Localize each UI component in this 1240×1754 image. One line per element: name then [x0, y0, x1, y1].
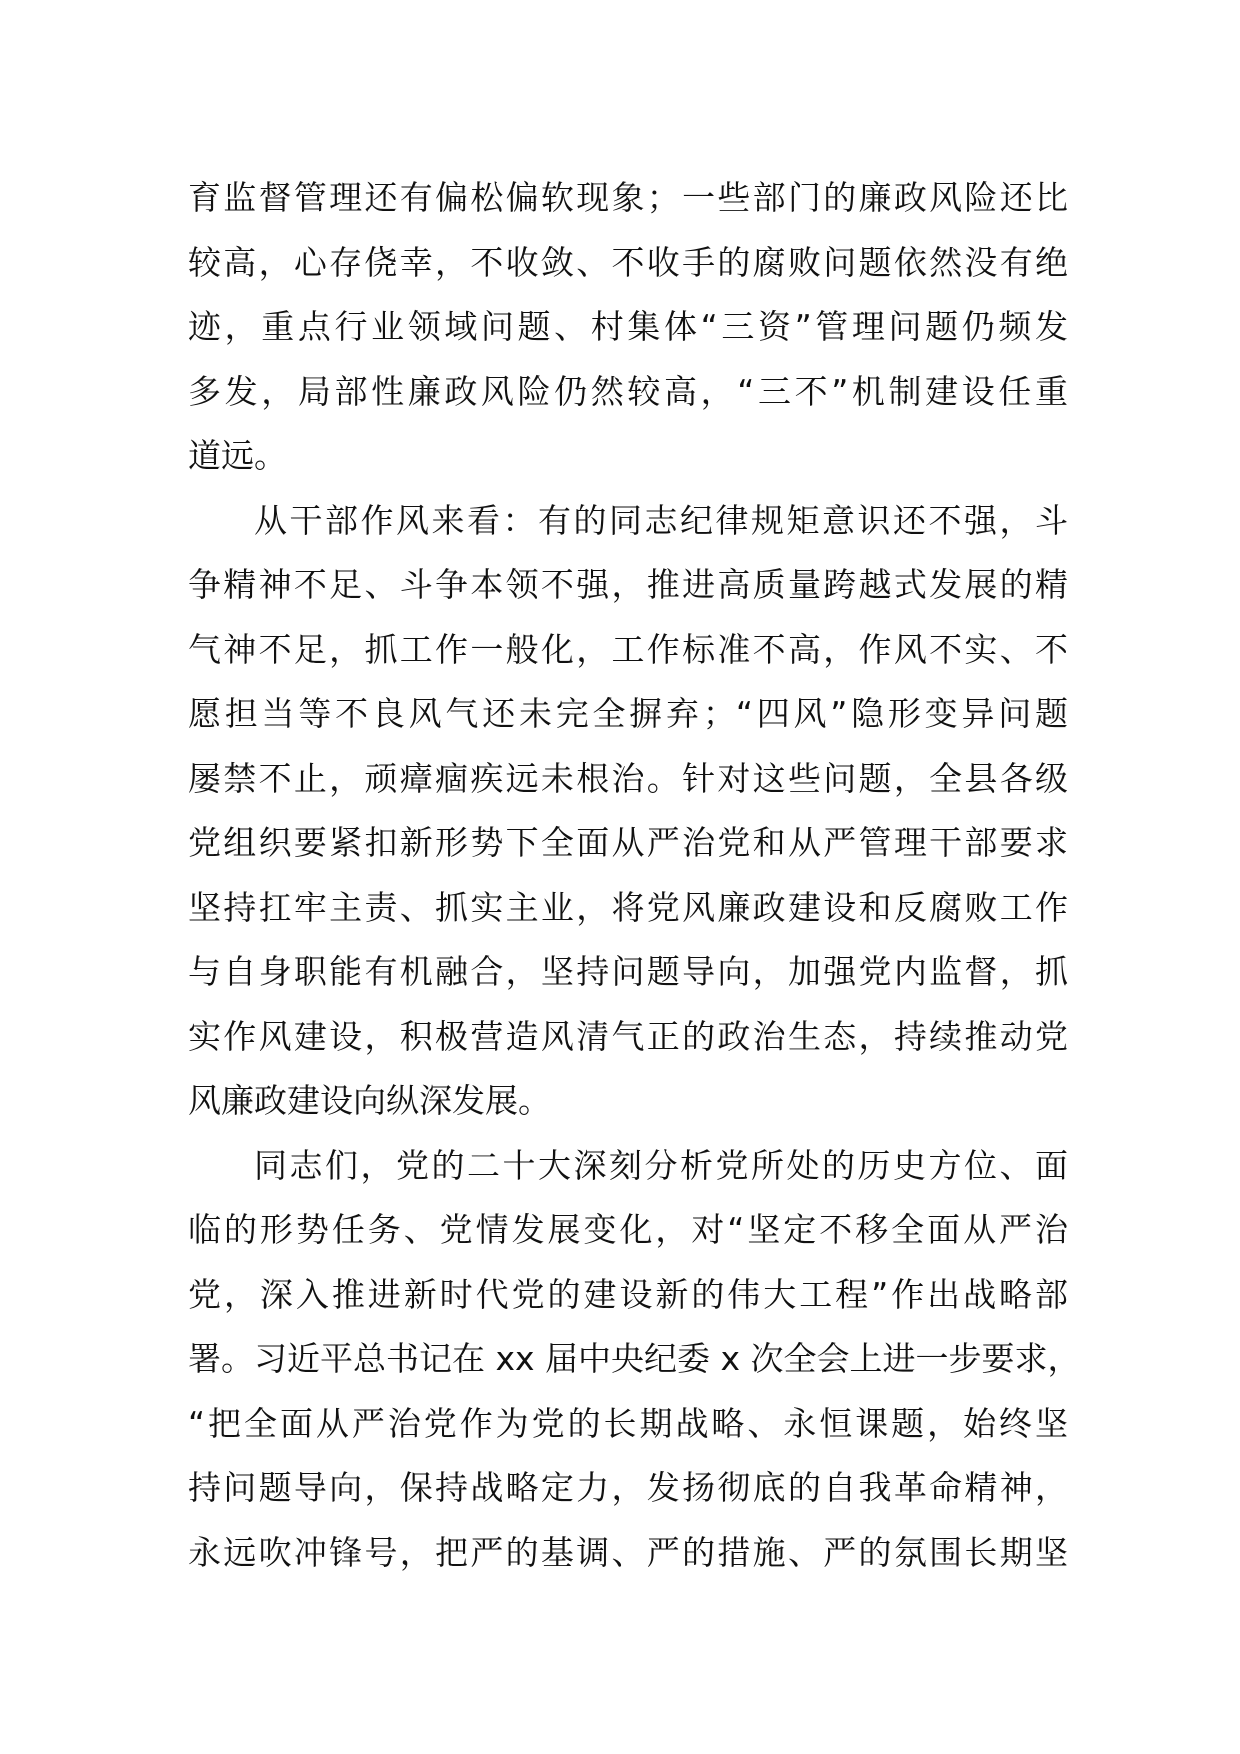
- text-line: 多发，局部性廉政风险仍然较高，“三不”机制建设任重: [188, 371, 1068, 411]
- text-line: “把全面从严治党作为党的长期战略、永恒课题，始终坚: [188, 1403, 1068, 1443]
- text-line: 临的形势任务、党情发展变化，对“坚定不移全面从严治: [188, 1210, 1068, 1249]
- text-line: 道远。: [188, 436, 287, 475]
- text-line: 气神不足，抓工作一般化，工作标准不高，作风不实、不: [188, 629, 1068, 669]
- document-body: [188, 166, 1081, 1585]
- text-line: 较高，心存侥幸，不收敛、不收手的腐败问题依然没有绝: [188, 242, 1068, 282]
- text-line: 党组织要紧扣新形势下全面从严治党和从严管理干部要求: [188, 823, 1068, 862]
- text-line: 党，深入推进新时代党的建设新的伟大工程”作出战略部: [188, 1274, 1068, 1314]
- text-line: 风廉政建设向纵深发展。: [188, 1081, 551, 1120]
- text-line: 愿担当等不良风气还未完全摒弃；“四风”隐形变异问题: [188, 694, 1068, 733]
- text-line: 实作风建设，积极营造风清气正的政治生态，持续推动党: [188, 1016, 1068, 1056]
- text-line: 坚持扛牢主责、抓实主业，将党风廉政建设和反腐败工作: [188, 887, 1068, 927]
- text-line: 育监督管理还有偏松偏软现象；一些部门的廉政风险还比: [188, 178, 1068, 217]
- text-line: 与自身职能有机融合，坚持问题导向，加强党内监督，抓: [188, 952, 1068, 991]
- text-line: 迹，重点行业领域问题、村集体“三资”管理问题仍频发: [188, 307, 1068, 346]
- text-line: 同志们，党的二十大深刻分析党所处的历史方位、面: [254, 1145, 1068, 1185]
- text-line: 从干部作风来看：有的同志纪律规矩意识还不强，斗: [254, 500, 1068, 540]
- text-line: 争精神不足、斗争本领不强，推进高质量跨越式发展的精: [188, 565, 1068, 604]
- text-line: 永远吹冲锋号，把严的基调、严的措施、严的氛围长期坚: [188, 1532, 1068, 1572]
- text-line: 署。习近平总书记在 xx 届中央纪委 x 次全会上进一步要求，: [188, 1339, 1081, 1378]
- text-line: 持问题导向，保持战略定力，发扬彻底的自我革命精神，: [188, 1468, 1068, 1507]
- text-line: 屡禁不止，顽瘴痼疾远未根治。针对这些问题，全县各级: [188, 758, 1068, 798]
